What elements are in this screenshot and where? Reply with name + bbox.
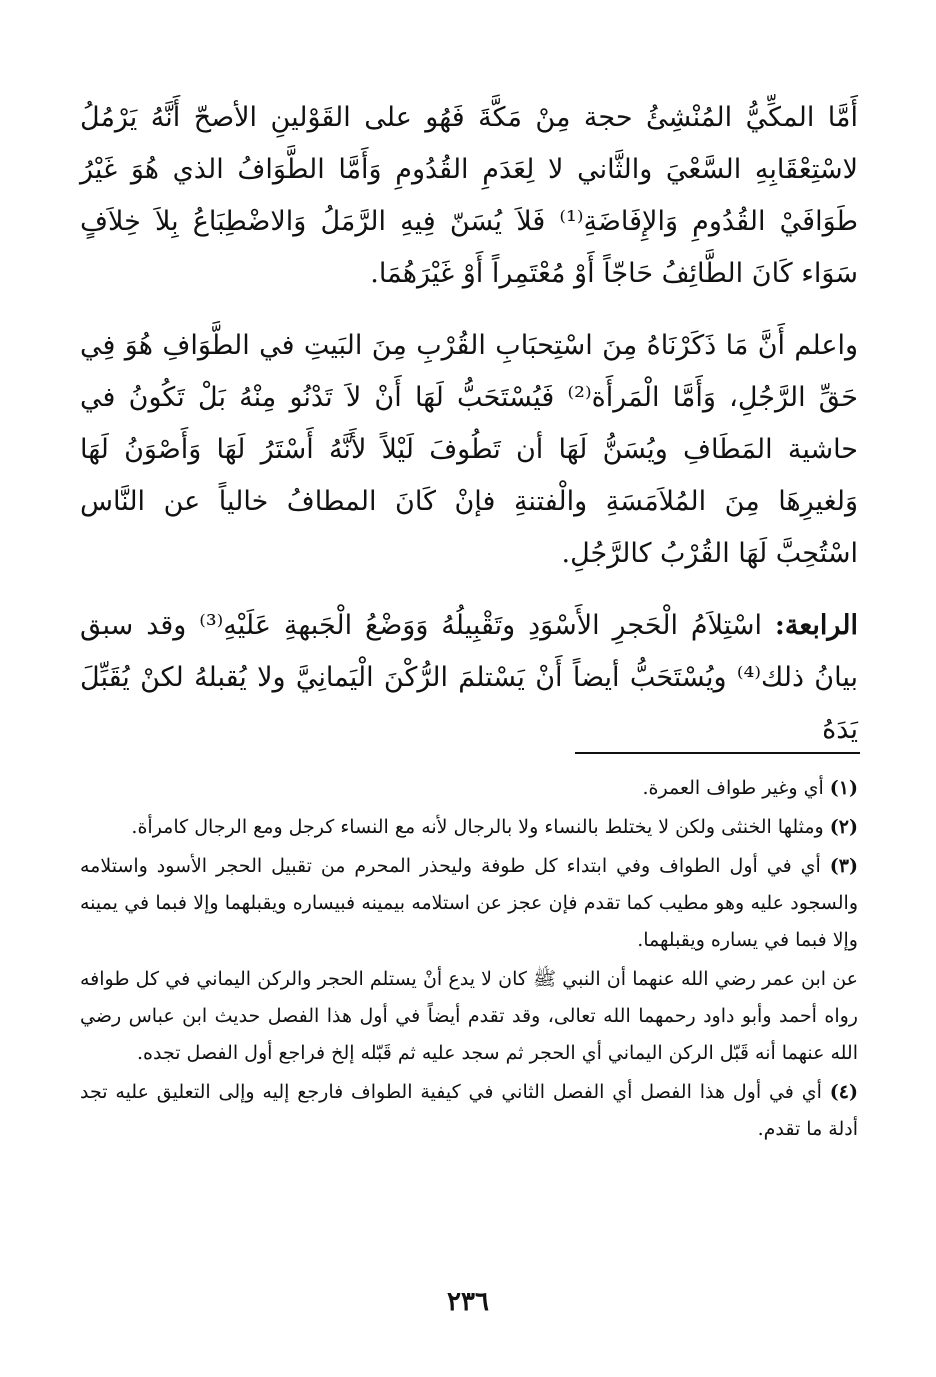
footnote-number: (٢)	[829, 816, 858, 838]
footnote-2	[80, 809, 858, 846]
paragraph-2: واعلم أَنَّ مَا ذَكَرْنَاهُ مِنَ اسْتِحبَابِ القُرْبِ مِنَ البَيتِ في الطَّوَافِ هُوَ فِي حَقِّ الرَّجُلِ، وَأَمَّا الْمَرأَة⁽²⁾ فَيُسْتَحَبُّ لَهَا أَنْ لاَ تَدْنُو مِنْهُ بَلْ تَكُونُ في حاشية المَطَافِ ويُسَنُّ لَهَا أن تَطُوفَ لَيْلاً لأَنَّهُ أَسْتَرُ لَهَا وَأَصْوَنُ لَهَا وَلغيرِهَا مِنَ المُلاَمَسَةِ والْفتنةِ فإنْ كَانَ المطافُ خالياً عن النَّاس اسْتُحِبَّ لَهَا القُرْبُ كالرَّجُلِ.	[80, 330, 859, 569]
footnote-text: أي في أول هذا الفصل أي الفصل الثاني في كيفية الطواف فارجع إليه وإلى التعليق عليه تجد أدلة ما تقدم.	[80, 1081, 858, 1140]
footnote-divider	[575, 752, 860, 754]
footnote-3-continued	[80, 961, 858, 1072]
paragraph-3-text: اسْتِلاَمُ الْحَجرِ الأَسْوَدِ وتَقْبِيلُهُ وَوَضْعُ الْجَبهةِ عَلَيْهِ⁽³⁾ وقد سبق بيانُ ذلك⁽⁴⁾ ويُسْتَحَبُّ أيضاً أَنْ يَسْتلمَ الرُّكْنَ الْيَمانِيَّ ولا يُقبلهُ لكنْ يُقَبِّلَ يَدَهُ	[80, 610, 858, 745]
page-number: ٢٣٦	[447, 1287, 489, 1317]
footnote-text: أي في أول الطواف وفي ابتداء كل طوفة وليحذر المحرم من تقبيل الحجر الأسود واستلامه والسجود عليه وهو مطيب كما تقدم فإن عجز عن استلامه بيمينه فبيساره ويقبلهما وإلا فبما في يمينه وإلا فبما في يساره ويقبلهما.	[80, 855, 858, 951]
footnote-3	[80, 848, 858, 959]
footnotes	[80, 770, 858, 1148]
main-text	[80, 92, 858, 756]
footnote-number: (٤)	[829, 1081, 858, 1103]
paragraph-1: أَمَّا المكِّيُّ المُنْشِئُ حجة مِنْ مَكَّةَ فَهُو على القَوْلينِ الأصحّ أَنَّهُ يَرْمُلُ لاسْتِعْقَابِهِ السَّعْيَ والثَّاني لا لِعَدَمِ القُدُومِ وَأَمَّا الطَّوَافُ الذي هُوَ غَيْرُ طَوَافَيْ القُدُومِ وَالإِفَاضَةِ⁽¹⁾ فَلاَ يُسَنّ فِيهِ الرَّمَلُ وَالاضْطِبَاعُ بِلاَ خِلاَفٍ سَوَاء كَانَ الطَّائِفُ حَاجّاً أَوْ مُعْتَمِراً أَوْ غَيْرَهُمَا.	[80, 102, 859, 289]
footnote-1	[80, 770, 858, 807]
footnote-number: (١)	[829, 777, 858, 799]
footnote-4	[80, 1074, 858, 1148]
footnote-number: (٣)	[829, 855, 858, 877]
footnote-text: أي وغير طواف العمرة.	[642, 777, 824, 799]
paragraph-3	[80, 600, 858, 756]
footnote-text: عن ابن عمر رضي الله عنهما أن النبي ﷺ كان لا يدع أنْ يستلم الحجر والركن اليماني في كل طوافه رواه أحمد وأبو داود رحمهما الله تعالى، وقد تقدم أيضاً في أول هذا الفصل حديث ابن عباس رضي الله عنهما أنه قَبّل الركن اليماني أي الحجر ثم سجد عليه ثم قَبّله إلخ فراجع أول الفصل تجده.	[80, 968, 858, 1064]
paragraph-3-label: الرابعة:	[774, 610, 858, 641]
footnote-text: ومثلها الخنثى ولكن لا يختلط بالنساء ولا بالرجال لأنه مع النساء كرجل ومع الرجال كامرأة.	[131, 816, 824, 838]
